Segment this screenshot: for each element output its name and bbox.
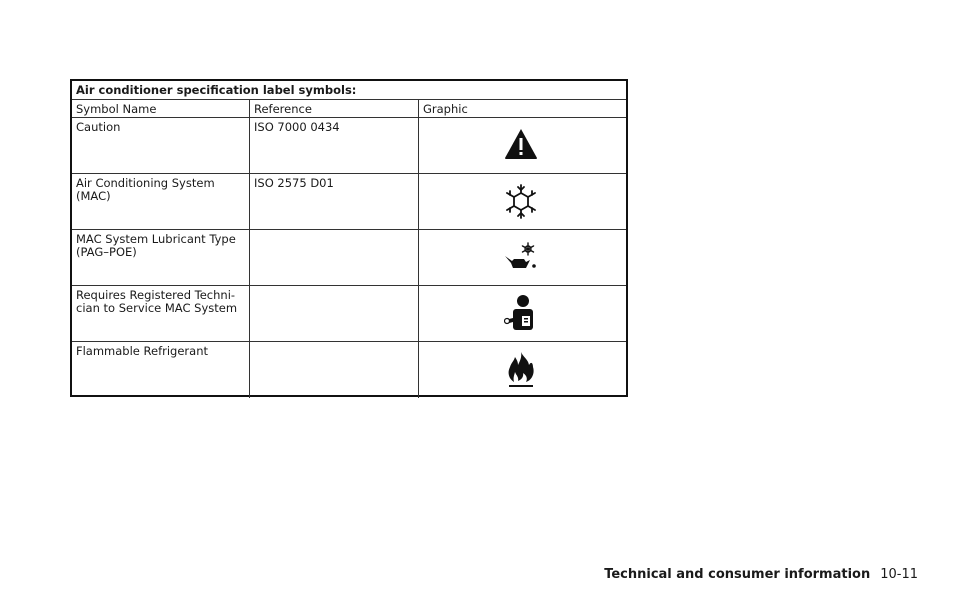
technician-icon: [504, 294, 538, 332]
symbol-name-cell: Flammable Refrigerant: [72, 342, 250, 398]
reference-cell: ISO 7000 0434: [250, 118, 419, 173]
header-symbol-name: Symbol Name: [72, 100, 250, 117]
symbol-name-cell: MAC System Lubricant Type (PAG–POE): [72, 230, 250, 285]
symbol-name-cell: Air Conditioning System (MAC): [72, 174, 250, 229]
page-footer: [604, 567, 918, 582]
table-header-row: [72, 100, 626, 118]
table-row: [72, 174, 626, 230]
table-row: [72, 342, 626, 398]
symbols-table: [70, 79, 628, 397]
table-caption: Air conditioner specification label symbols:: [72, 81, 626, 100]
symbol-name-cell: Requires Registered Techni- cian to Service MAC System: [72, 286, 250, 341]
footer-section-title: Technical and consumer information: [604, 567, 871, 582]
table-row: [72, 230, 626, 286]
page-number: 10-11: [880, 567, 918, 582]
reference-cell: ISO 2575 D01: [250, 174, 419, 229]
oil-can-snowflake-icon: [504, 242, 538, 270]
table-row: [72, 286, 626, 342]
caution-triangle-icon: [504, 128, 538, 160]
flame-icon: [504, 351, 538, 389]
reference-cell: [250, 230, 419, 285]
reference-cell: [250, 342, 419, 398]
header-graphic: Graphic: [423, 102, 468, 116]
reference-cell: [250, 286, 419, 341]
header-reference: Reference: [250, 100, 419, 117]
table-row: [72, 118, 626, 174]
symbol-name-cell: Caution: [72, 118, 250, 173]
snowflake-icon: [504, 184, 538, 220]
